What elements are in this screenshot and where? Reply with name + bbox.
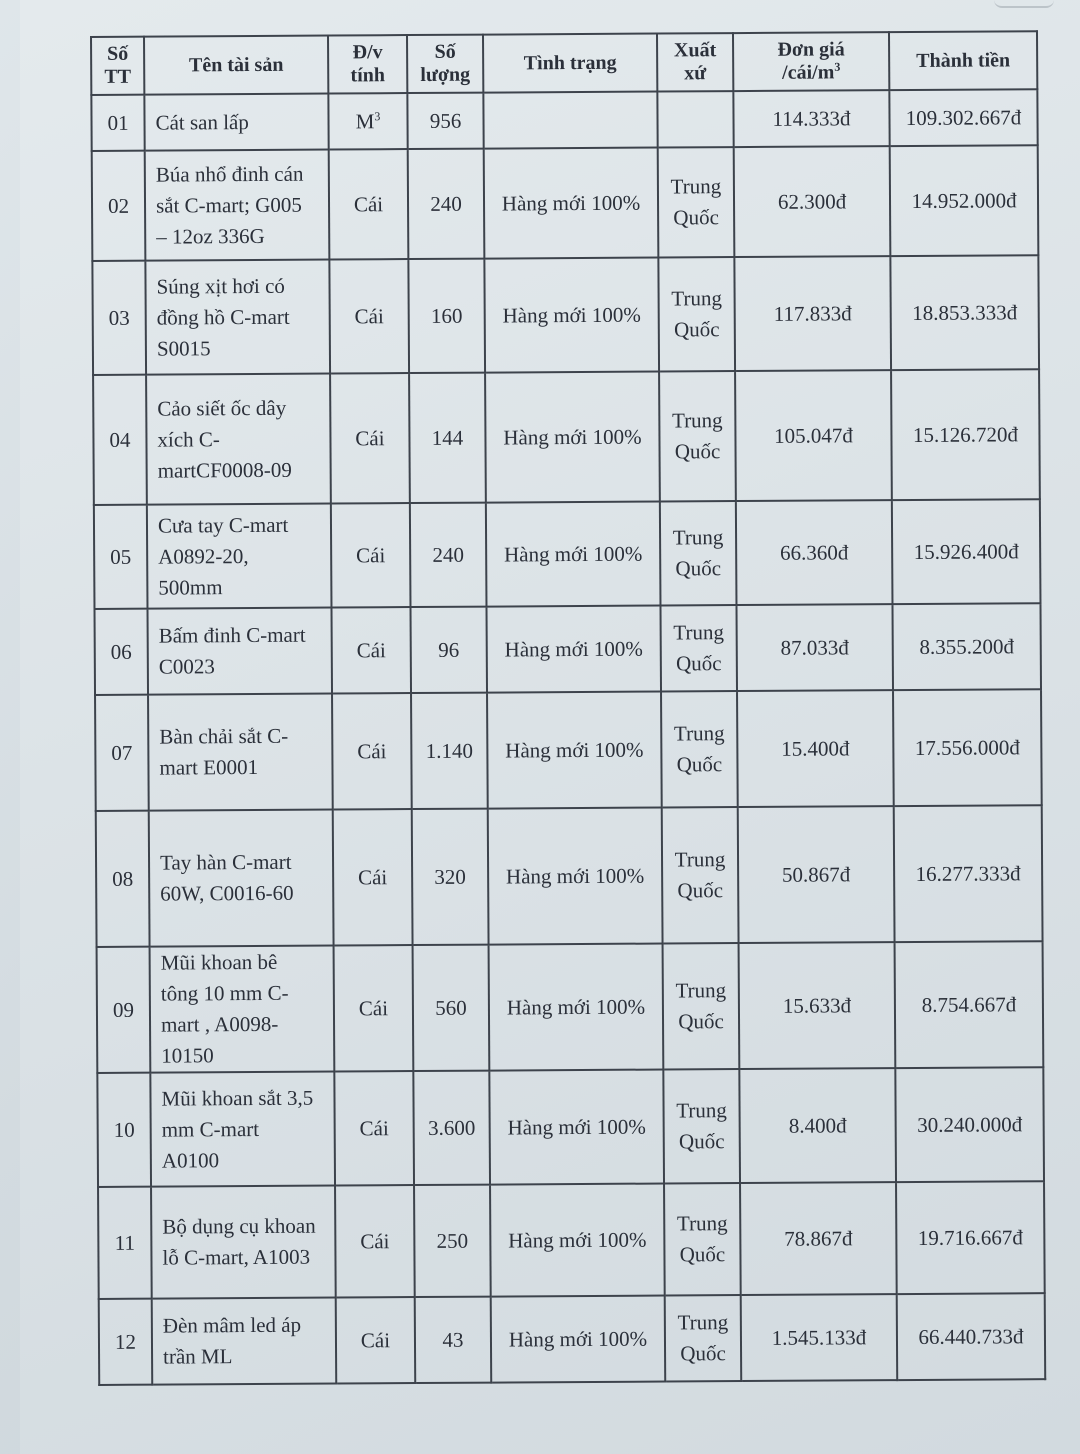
cell-origin: Trung Quốc [658,257,735,371]
cell-origin: Trung Quốc [661,691,738,807]
cell-qty: 560 [413,945,490,1071]
cell-status: Hàng mới 100% [486,502,661,607]
cell-name: Cát san lấp [144,94,328,151]
header-price [733,32,889,91]
cell-status: Hàng mới 100% [485,372,660,503]
table-row [92,145,1039,261]
header-status: Tình trạng [483,34,657,93]
cell-stt: 11 [98,1187,152,1299]
cell-unit-text: Cái [355,425,385,450]
table-row [93,369,1040,505]
cell-qty: 43 [415,1297,492,1383]
cell-unit-text: Cái [357,738,387,763]
cell-qty: 240 [410,503,487,607]
cell-unit-text: Cái [353,191,384,216]
cell-stt: 09 [97,947,151,1073]
table-row [97,1067,1044,1187]
cell-stt: 01 [91,95,144,151]
cell-total: 17.556.000đ [893,689,1042,806]
cell-name: Cảo siết ốc dây xích C- martCF0008-09 [146,374,331,505]
table-row [99,1293,1046,1385]
cell-status: Hàng mới 100% [484,258,659,373]
cell-total: 8.754.667đ [895,941,1044,1068]
header-qty: Số lượng [407,35,483,93]
asset-table-container [90,30,1044,1386]
cell-stt: 03 [92,261,146,375]
cell-total: 8.355.200đ [892,603,1041,690]
cell-name: Mũi khoan bê tông 10 mm C- mart , A0098- 10150 [150,946,335,1073]
header-row [91,31,1037,95]
cell-price: 1.545.133đ [741,1294,898,1381]
cell-stt: 05 [94,505,148,609]
cell-total: 15.126.720đ [891,369,1040,500]
cell-origin: Trung Quốc [660,605,737,691]
cell-qty: 956 [407,93,483,149]
header-price-sup: 3 [834,59,841,74]
cell-unit [333,809,413,945]
cell-price: 87.033đ [736,604,893,691]
cell-stt: 04 [93,375,147,505]
cell-unit-text: Cái [360,1327,391,1352]
cell-name: Mũi khoan sắt 3,5 mm C-mart A0100 [150,1072,335,1187]
cell-stt: 12 [99,1299,153,1385]
cell-unit-text: Cái [356,637,386,662]
cell-origin: Trung Quốc [665,1295,742,1381]
cell-price: 117.833đ [734,256,891,371]
cell-unit-text: Cái [357,864,388,889]
table-row [91,89,1037,151]
cell-name: Bấm đinh C-mart C0023 [147,608,332,695]
cell-unit [335,1185,415,1297]
cell-price: 114.333đ [733,90,889,147]
header-unit: Đ/v tính [328,35,407,93]
cell-unit-text: Cái [358,995,389,1020]
cell-unit [331,503,411,607]
cell-name: Cưa tay C-mart A0892-20, 500mm [147,504,332,609]
cell-price: 15.400đ [737,690,894,807]
cell-stt: 02 [92,151,146,261]
cell-total: 15.926.400đ [892,499,1041,604]
cell-name: Búa nhổ đinh cán sắt C-mart; G005 – 12oz 336G [145,150,330,261]
cell-status: Hàng mới 100% [491,1296,666,1383]
header-price-text: Đơn giá /cái/m [777,38,845,84]
table-row [96,805,1043,947]
cell-price: 105.047đ [735,370,892,501]
table-row [92,255,1039,375]
cell-status: Hàng mới 100% [487,692,662,809]
cell-unit-text: Cái [359,1115,389,1140]
cell-price: 50.867đ [738,806,895,943]
cell-total: 109.302.667đ [889,89,1037,146]
cell-price: 62.300đ [734,146,891,257]
cell-status [483,92,657,149]
cell-total: 30.240.000đ [895,1067,1044,1182]
header-name: Tên tài sản [144,36,328,95]
cell-origin: Trung Quốc [663,1069,740,1183]
cell-unit-text: Cái [356,542,386,567]
cell-origin: Trung Quốc [663,943,740,1069]
cell-status: Hàng mới 100% [488,808,663,945]
cell-origin: Trung Quốc [662,807,739,943]
cell-unit [336,1297,416,1383]
cell-name: Đèn mâm led áp trần ML [152,1298,337,1385]
cell-qty: 160 [408,259,485,373]
cell-total: 18.853.333đ [890,255,1039,370]
cell-origin: Trung Quốc [664,1183,741,1295]
cell-price: 15.633đ [739,942,896,1069]
table-row [94,499,1041,609]
cell-name: Tay hàn C-mart 60W, C0016-60 [149,810,334,947]
table-row [95,689,1042,811]
asset-table [90,30,1046,1386]
cell-status: Hàng mới 100% [489,1070,664,1185]
cell-qty: 144 [409,373,486,503]
header-total: Thành tiền [889,31,1037,90]
cell-total: 14.952.000đ [890,145,1039,256]
cell-unit [329,259,409,373]
cell-name: Bàn chải sắt C- mart E0001 [148,694,333,811]
header-origin: Xuất xứ [657,33,733,91]
cell-status: Hàng mới 100% [489,944,664,1071]
cell-qty: 250 [414,1185,491,1297]
table-row [98,1181,1045,1299]
cell-price: 8.400đ [739,1068,896,1183]
page-corner-mark [994,0,1054,8]
cell-total: 19.716.667đ [896,1181,1045,1294]
cell-unit-text: Cái [360,1228,390,1253]
cell-unit [329,149,409,259]
cell-qty: 240 [408,149,485,259]
cell-origin: Trung Quốc [658,147,735,257]
cell-status: Hàng mới 100% [490,1184,665,1297]
cell-status: Hàng mới 100% [484,148,659,259]
cell-unit [332,693,412,809]
cell-origin [657,91,733,147]
cell-stt: 07 [95,695,149,811]
cell-price: 78.867đ [740,1182,897,1295]
cell-unit [328,93,407,149]
cell-status: Hàng mới 100% [486,606,661,693]
cell-name: Bộ dụng cụ khoan lỗ C-mart, A1003 [151,1186,336,1299]
header-stt: Số TT [91,37,144,95]
cell-unit-text: M [355,108,375,133]
cell-unit-sup: 3 [374,108,381,123]
cell-unit [331,607,411,693]
table-row [97,941,1044,1073]
table-row [95,603,1042,695]
cell-stt: 10 [97,1073,151,1187]
cell-stt: 08 [96,811,150,947]
cell-total: 16.277.333đ [894,805,1043,942]
cell-total: 66.440.733đ [897,1293,1046,1380]
cell-qty: 3.600 [413,1071,490,1185]
cell-stt: 06 [95,609,149,695]
cell-origin: Trung Quốc [660,501,737,605]
cell-unit [330,373,410,503]
cell-unit [334,1071,414,1185]
cell-origin: Trung Quốc [659,371,736,501]
cell-unit [334,945,414,1071]
cell-price: 66.360đ [736,500,893,605]
cell-qty: 320 [412,809,489,945]
cell-qty: 1.140 [411,693,488,809]
cell-unit-text: Cái [354,303,384,328]
cell-name: Súng xịt hơi có đồng hồ C-mart S0015 [145,260,330,375]
cell-qty: 96 [410,607,487,693]
